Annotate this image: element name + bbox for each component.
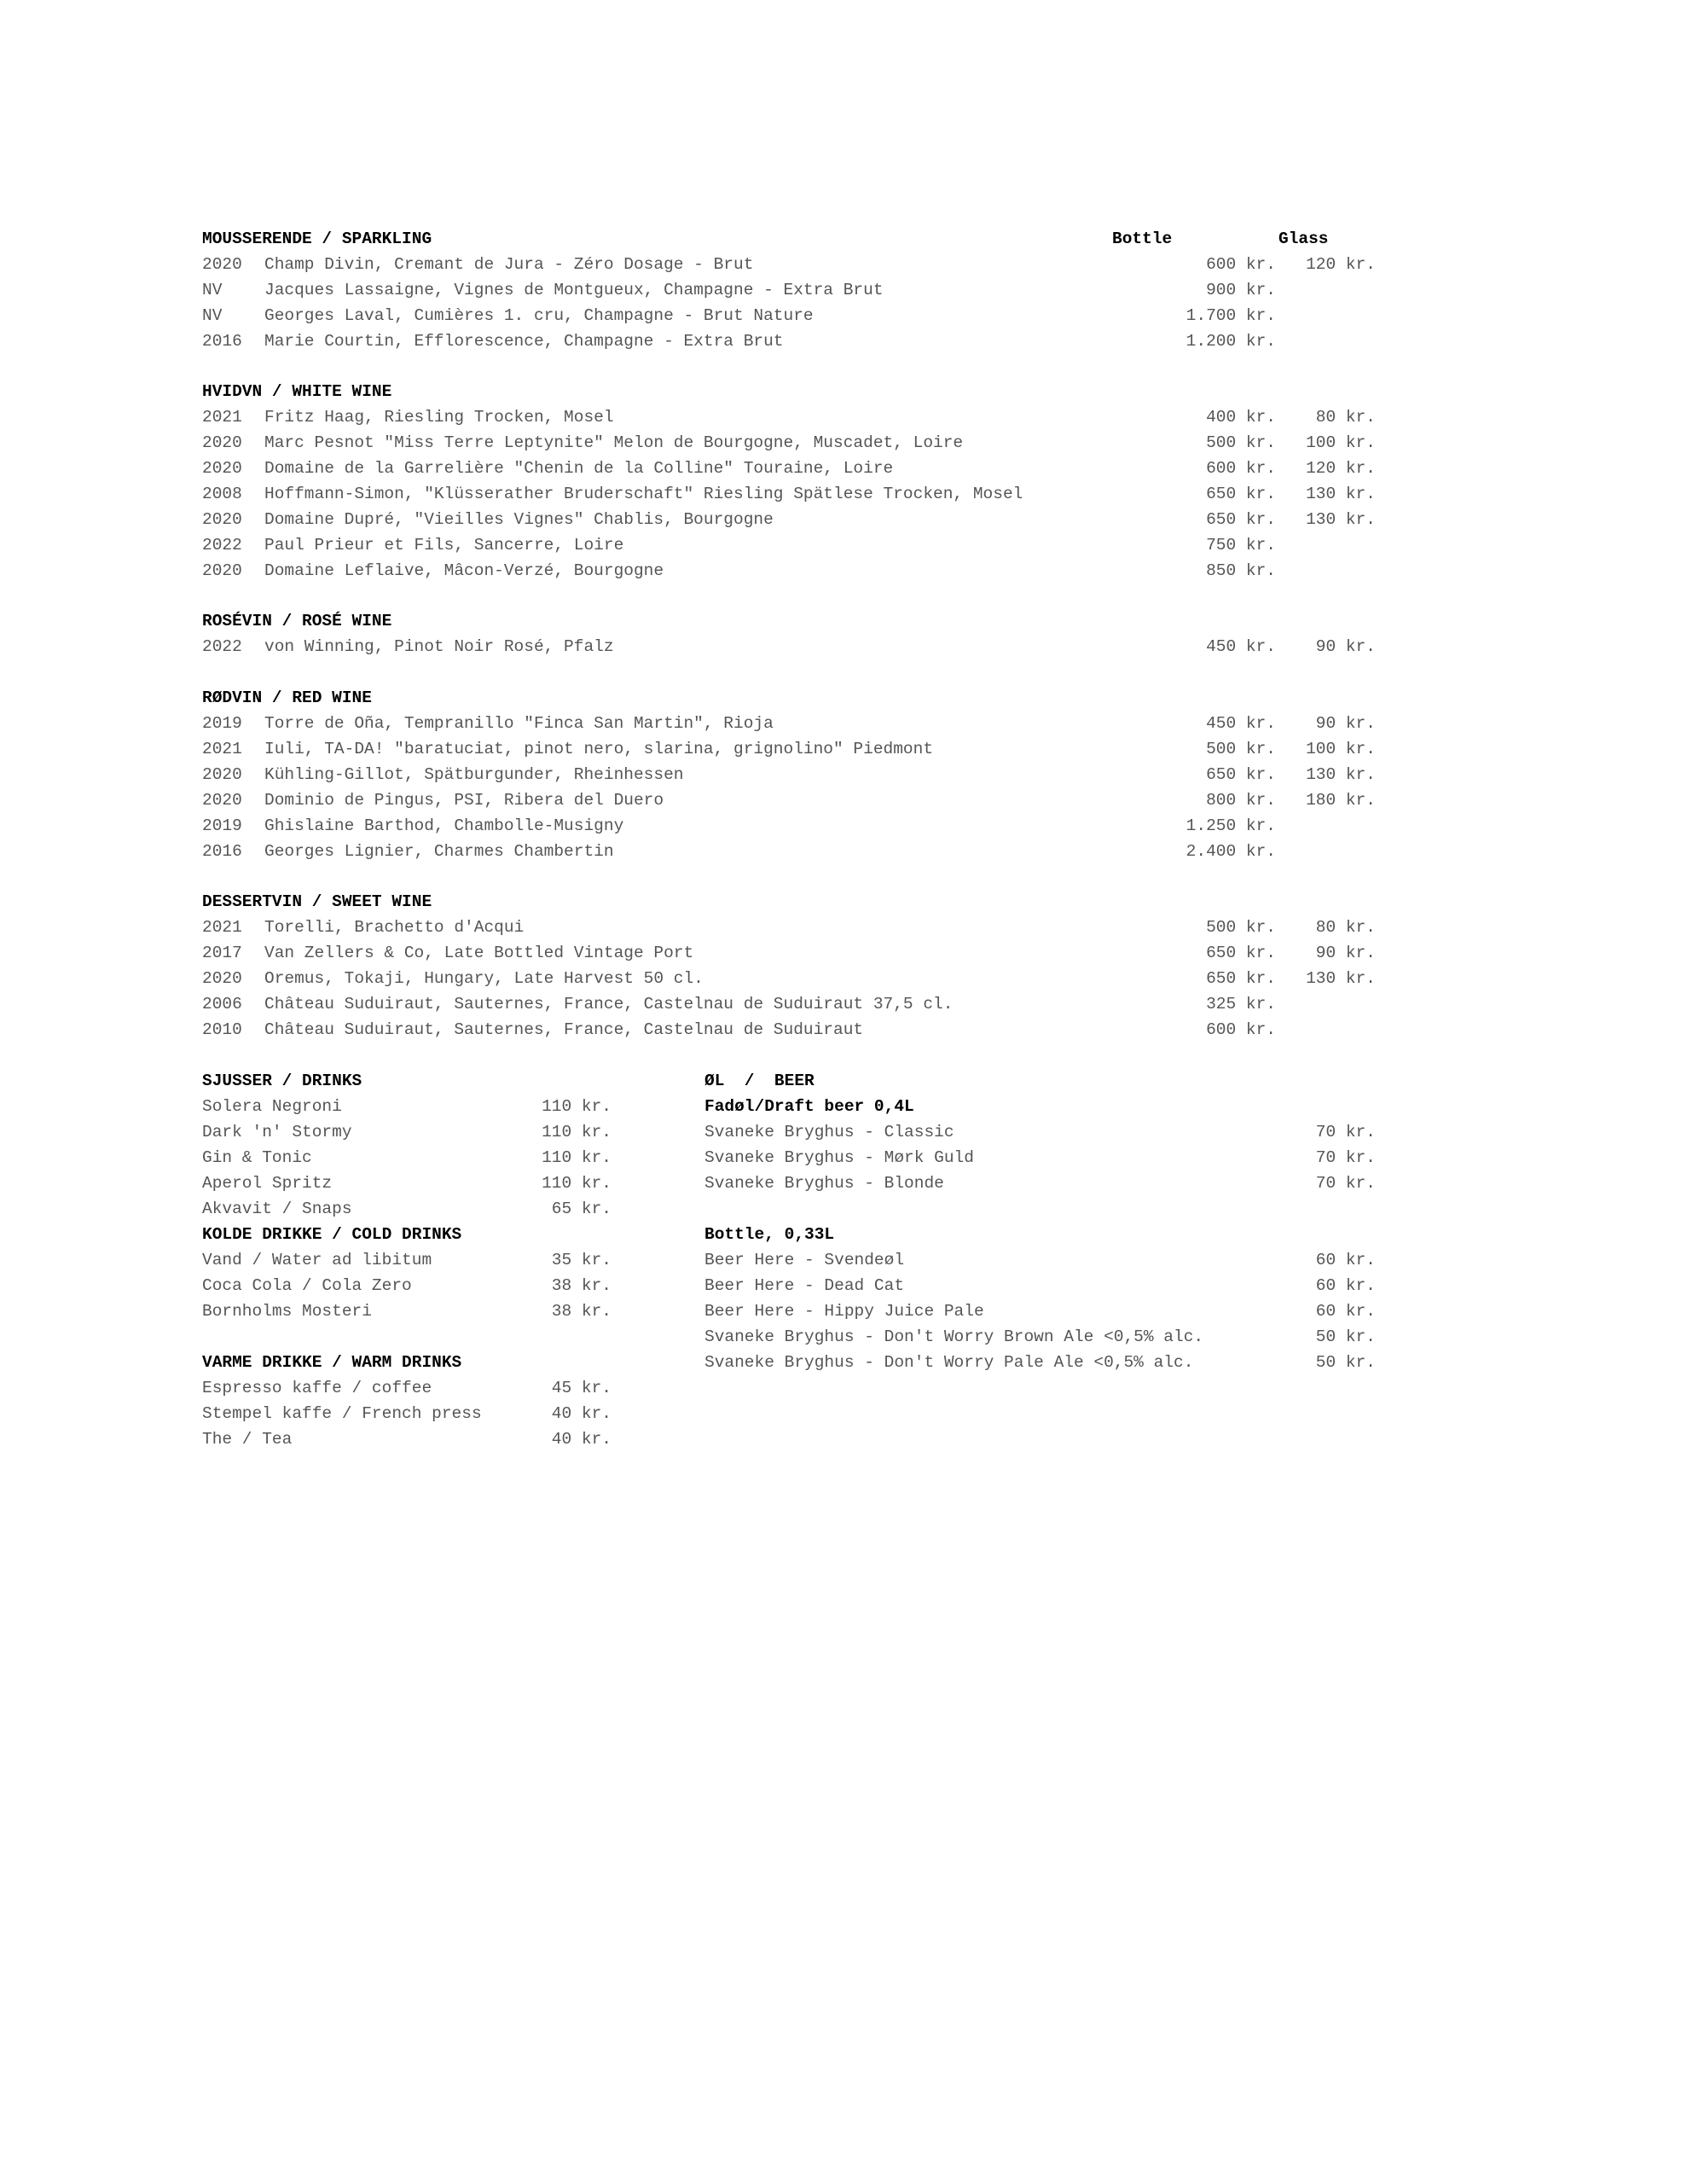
glass-price: 180 kr. (1306, 791, 1376, 810)
wine-row (202, 991, 1376, 1017)
item-price: 70 kr. (1315, 1174, 1376, 1193)
list-item (704, 1145, 1376, 1170)
item-price: 38 kr. (551, 1276, 612, 1295)
bottle-price: 1.250 kr. (1186, 816, 1276, 835)
item-price: 110 kr. (542, 1097, 612, 1116)
wine-row (202, 966, 1376, 991)
bottle-price: 325 kr. (1206, 995, 1276, 1014)
wine-row (202, 839, 1376, 864)
wine-row (202, 736, 1376, 762)
wine-row (202, 813, 1376, 839)
item-price: 110 kr. (542, 1148, 612, 1167)
list-item (202, 1401, 612, 1426)
bottle-price: 1.200 kr. (1186, 332, 1276, 351)
wine-row (202, 404, 1376, 430)
list-item (202, 1119, 612, 1145)
bottle-column-header: Bottle (1112, 229, 1173, 248)
wine-year: NV (202, 306, 223, 325)
wine-name: Marie Courtin, Efflorescence, Champagne - Extra Brut (264, 332, 784, 351)
wine-row (202, 762, 1376, 787)
list-item (704, 1350, 1376, 1375)
wine-year: 2021 (202, 740, 242, 758)
glass-column-header: Glass (1278, 229, 1329, 248)
wine-year: 2006 (202, 995, 242, 1014)
wine-year: 2020 (202, 791, 242, 810)
glass-price: 80 kr. (1315, 408, 1376, 427)
wine-year: 2020 (202, 765, 242, 784)
glass-price: 90 kr. (1315, 637, 1376, 656)
wine-name: Champ Divin, Cremant de Jura - Zéro Dosage - Brut (264, 255, 754, 274)
glass-price: 120 kr. (1306, 255, 1376, 274)
bottle-price: 600 kr. (1206, 459, 1276, 478)
section-rose-wine (202, 608, 1376, 659)
wine-row (202, 303, 1376, 328)
subsection-title-draft-beer: Fadøl/Draft beer 0,4L (704, 1097, 914, 1116)
section-white-wine (202, 379, 1376, 584)
item-price: 35 kr. (551, 1251, 612, 1269)
wine-row (202, 915, 1376, 940)
wine-name: Georges Lignier, Charmes Chambertin (264, 842, 614, 861)
item-price: 45 kr. (551, 1379, 612, 1397)
wine-name: Paul Prieur et Fils, Sancerre, Loire (264, 536, 624, 555)
item-price: 50 kr. (1315, 1327, 1376, 1346)
wine-year: 2019 (202, 816, 242, 835)
wine-year: NV (202, 281, 223, 299)
bottle-price: 450 kr. (1206, 637, 1276, 656)
wine-year: 2019 (202, 714, 242, 733)
wine-row (202, 481, 1376, 507)
item-name: Bornholms Mosteri (202, 1302, 372, 1321)
wine-name: Jacques Lassaigne, Vignes de Montgueux, Champagne - Extra Brut (264, 281, 884, 299)
wine-name: Château Suduiraut, Sauternes, France, Castelnau de Suduiraut (264, 1020, 864, 1039)
wine-name: Van Zellers & Co, Late Bottled Vintage Port (264, 944, 694, 962)
glass-price: 90 kr. (1315, 944, 1376, 962)
item-name: Akvavit / Snaps (202, 1199, 352, 1218)
wine-row (202, 1017, 1376, 1043)
drinks-column (202, 1068, 612, 1452)
glass-price: 130 kr. (1306, 765, 1376, 784)
item-name: Gin & Tonic (202, 1148, 312, 1167)
item-price: 70 kr. (1315, 1123, 1376, 1141)
wine-year: 2010 (202, 1020, 242, 1039)
bottle-price: 2.400 kr. (1186, 842, 1276, 861)
wine-year: 2020 (202, 433, 242, 452)
item-name: Stempel kaffe / French press (202, 1404, 482, 1423)
wine-year: 2020 (202, 510, 242, 529)
item-price: 40 kr. (551, 1404, 612, 1423)
section-sweet-wine (202, 889, 1376, 1043)
item-name: Espresso kaffe / coffee (202, 1379, 432, 1397)
list-item (704, 1170, 1376, 1196)
wine-row (202, 252, 1376, 277)
wine-name: Marc Pesnot "Miss Terre Leptynite" Melon de Bourgogne, Muscadet, Loire (264, 433, 964, 452)
list-item (704, 1324, 1376, 1350)
item-name: Solera Negroni (202, 1097, 342, 1116)
section-title: RØDVIN / RED WINE (202, 688, 372, 707)
wine-year: 2021 (202, 918, 242, 937)
wine-name: Oremus, Tokaji, Hungary, Late Harvest 50 cl. (264, 969, 704, 988)
wine-year: 2022 (202, 536, 242, 555)
list-item (704, 1247, 1376, 1273)
item-price: 60 kr. (1315, 1251, 1376, 1269)
wine-year: 2016 (202, 842, 242, 861)
wine-row (202, 430, 1376, 456)
bottle-price: 800 kr. (1206, 791, 1276, 810)
list-item (202, 1145, 612, 1170)
bottle-price: 500 kr. (1206, 433, 1276, 452)
item-name: Coca Cola / Cola Zero (202, 1276, 412, 1295)
item-price: 38 kr. (551, 1302, 612, 1321)
wine-row (202, 532, 1376, 558)
wine-name: Georges Laval, Cumières 1. cru, Champagne - Brut Nature (264, 306, 814, 325)
section-title: ROSÉVIN / ROSÉ WINE (202, 612, 392, 630)
section-title-beer: ØL / BEER (704, 1072, 815, 1090)
wine-row (202, 456, 1376, 481)
wine-year: 2020 (202, 561, 242, 580)
section-sparkling (202, 226, 1376, 354)
bottle-price: 600 kr. (1206, 255, 1276, 274)
wine-name: Iuli, TA-DA! "baratuciat, pinot nero, slarina, grignolino" Piedmont (264, 740, 934, 758)
list-item (704, 1119, 1376, 1145)
bottle-price: 650 kr. (1206, 969, 1276, 988)
section-title-drinks: SJUSSER / DRINKS (202, 1072, 362, 1090)
bottle-price: 650 kr. (1206, 485, 1276, 503)
wine-name: Château Suduiraut, Sauternes, France, Castelnau de Suduiraut 37,5 cl. (264, 995, 954, 1014)
item-price: 60 kr. (1315, 1302, 1376, 1321)
wine-name: Domaine Leflaive, Mâcon-Verzé, Bourgogne (264, 561, 664, 580)
subsection-title-bottle-beer: Bottle, 0,33L (704, 1225, 835, 1244)
item-name: Svaneke Bryghus - Blonde (704, 1174, 944, 1193)
glass-price: 130 kr. (1306, 969, 1376, 988)
list-item (202, 1375, 612, 1401)
section-title-warm-drinks: VARME DRIKKE / WARM DRINKS (202, 1353, 462, 1372)
list-item (202, 1298, 612, 1324)
list-item (202, 1426, 612, 1452)
glass-price: 120 kr. (1306, 459, 1376, 478)
bottle-price: 850 kr. (1206, 561, 1276, 580)
section-title: MOUSSERENDE / SPARKLING (202, 229, 432, 248)
wine-name: Domaine Dupré, "Vieilles Vignes" Chablis, Bourgogne (264, 510, 774, 529)
wine-row (202, 558, 1376, 584)
item-name: Beer Here - Svendeøl (704, 1251, 905, 1269)
bottle-price: 600 kr. (1206, 1020, 1276, 1039)
wine-year: 2022 (202, 637, 242, 656)
wine-name: Torelli, Brachetto d'Acqui (264, 918, 525, 937)
item-price: 70 kr. (1315, 1148, 1376, 1167)
bottle-price: 500 kr. (1206, 740, 1276, 758)
wine-year: 2020 (202, 255, 242, 274)
spacer (202, 1324, 612, 1350)
list-item (704, 1273, 1376, 1298)
wine-name: Dominio de Pingus, PSI, Ribera del Duero (264, 791, 664, 810)
item-name: Svaneke Bryghus - Don't Worry Pale Ale <0,5% alc. (704, 1353, 1194, 1372)
bottle-price: 500 kr. (1206, 918, 1276, 937)
glass-price: 100 kr. (1306, 433, 1376, 452)
wine-row (202, 277, 1376, 303)
bottle-price: 450 kr. (1206, 714, 1276, 733)
wine-name: Fritz Haag, Riesling Trocken, Mosel (264, 408, 614, 427)
wine-name: Ghislaine Barthod, Chambolle-Musigny (264, 816, 624, 835)
wine-name: Domaine de la Garrelière "Chenin de la Colline" Touraine, Loire (264, 459, 894, 478)
wine-year: 2017 (202, 944, 242, 962)
wine-name: von Winning, Pinot Noir Rosé, Pfalz (264, 637, 614, 656)
list-item (202, 1247, 612, 1273)
bottle-price: 400 kr. (1206, 408, 1276, 427)
section-title: DESSERTVIN / SWEET WINE (202, 892, 432, 911)
wine-year: 2016 (202, 332, 242, 351)
section-red-wine (202, 685, 1376, 864)
item-name: The / Tea (202, 1430, 293, 1449)
item-name: Svaneke Bryghus - Don't Worry Brown Ale <0,5% alc. (704, 1327, 1204, 1346)
section-title: HVIDVN / WHITE WINE (202, 382, 392, 401)
glass-price: 130 kr. (1306, 485, 1376, 503)
item-name: Aperol Spritz (202, 1174, 333, 1193)
item-price: 50 kr. (1315, 1353, 1376, 1372)
glass-price: 90 kr. (1315, 714, 1376, 733)
wine-row (202, 940, 1376, 966)
bottle-price: 650 kr. (1206, 510, 1276, 529)
beer-column (704, 1068, 1376, 1375)
wine-year: 2020 (202, 459, 242, 478)
wine-name: Hoffmann-Simon, "Klüsserather Bruderschaft" Riesling Spätlese Trocken, Mosel (264, 485, 1023, 503)
wine-year: 2020 (202, 969, 242, 988)
wine-row (202, 634, 1376, 659)
list-item (704, 1298, 1376, 1324)
item-name: Beer Here - Hippy Juice Pale (704, 1302, 984, 1321)
item-name: Vand / Water ad libitum (202, 1251, 432, 1269)
wine-row (202, 507, 1376, 532)
bottle-price: 650 kr. (1206, 765, 1276, 784)
item-name: Svaneke Bryghus - Classic (704, 1123, 954, 1141)
glass-price: 130 kr. (1306, 510, 1376, 529)
wine-row (202, 787, 1376, 813)
list-item (202, 1170, 612, 1196)
wine-row (202, 711, 1376, 736)
list-item (202, 1094, 612, 1119)
item-price: 65 kr. (551, 1199, 612, 1218)
bottle-price: 650 kr. (1206, 944, 1276, 962)
wine-year: 2008 (202, 485, 242, 503)
bottle-price: 750 kr. (1206, 536, 1276, 555)
bottle-price: 1.700 kr. (1186, 306, 1276, 325)
item-name: Dark 'n' Stormy (202, 1123, 352, 1141)
glass-price: 100 kr. (1306, 740, 1376, 758)
item-name: Beer Here - Dead Cat (704, 1276, 905, 1295)
wine-name: Torre de Oña, Tempranillo "Finca San Martin", Rioja (264, 714, 774, 733)
list-item (202, 1273, 612, 1298)
wine-name: Kühling-Gillot, Spätburgunder, Rheinhessen (264, 765, 684, 784)
list-item (202, 1196, 612, 1222)
wine-row (202, 328, 1376, 354)
item-price: 40 kr. (551, 1430, 612, 1449)
item-name: Svaneke Bryghus - Mørk Guld (704, 1148, 974, 1167)
item-price: 60 kr. (1315, 1276, 1376, 1295)
wine-year: 2021 (202, 408, 242, 427)
glass-price: 80 kr. (1315, 918, 1376, 937)
item-price: 110 kr. (542, 1123, 612, 1141)
spacer (704, 1196, 1376, 1222)
item-price: 110 kr. (542, 1174, 612, 1193)
section-title-cold-drinks: KOLDE DRIKKE / COLD DRINKS (202, 1225, 462, 1244)
bottle-price: 900 kr. (1206, 281, 1276, 299)
